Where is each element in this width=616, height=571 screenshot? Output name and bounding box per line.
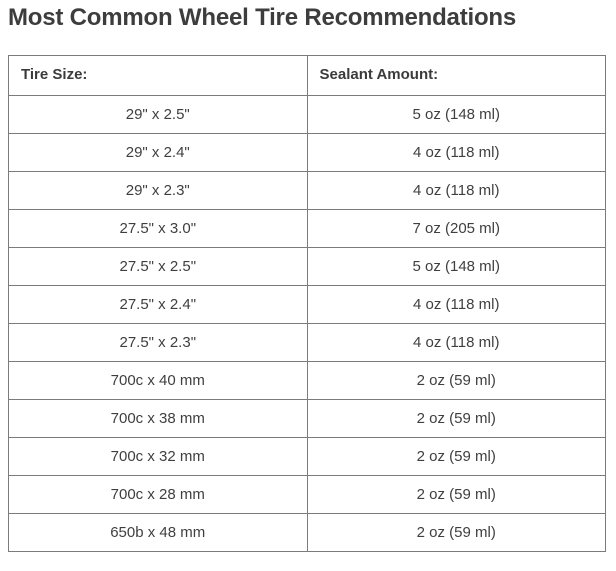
page-title: Most Common Wheel Tire Recommendations [8,4,517,31]
tire-size-cell: 700c x 28 mm [9,476,308,514]
sealant-amount-cell: 5 oz (148 ml) [307,96,606,134]
tire-size-cell: 29" x 2.5" [9,96,308,134]
column-header-sealant-amount: Sealant Amount: [307,56,606,96]
tire-size-cell: 27.5" x 2.4" [9,286,308,324]
tire-size-cell: 27.5" x 3.0" [9,210,308,248]
table-row [9,286,606,324]
table-header-row [9,56,606,96]
table-row [9,438,606,476]
tire-recommendations-table [8,55,606,552]
sealant-amount-cell: 4 oz (118 ml) [307,172,606,210]
sealant-amount-cell: 4 oz (118 ml) [307,324,606,362]
sealant-amount-cell: 2 oz (59 ml) [307,362,606,400]
sealant-amount-cell: 2 oz (59 ml) [307,514,606,552]
tire-size-cell: 700c x 38 mm [9,400,308,438]
table-row [9,362,606,400]
table-row [9,514,606,552]
tire-size-cell: 27.5" x 2.5" [9,248,308,286]
sealant-amount-cell: 2 oz (59 ml) [307,438,606,476]
table-row [9,172,606,210]
tire-size-cell: 700c x 40 mm [9,362,308,400]
sealant-amount-cell: 4 oz (118 ml) [307,286,606,324]
sealant-amount-cell: 5 oz (148 ml) [307,248,606,286]
tire-size-cell: 29" x 2.4" [9,134,308,172]
table-row [9,96,606,134]
tire-size-cell: 27.5" x 2.3" [9,324,308,362]
tire-size-cell: 29" x 2.3" [9,172,308,210]
column-header-tire-size: Tire Size: [9,56,308,96]
sealant-amount-cell: 2 oz (59 ml) [307,476,606,514]
sealant-amount-cell: 7 oz (205 ml) [307,210,606,248]
table-row [9,210,606,248]
table-row [9,400,606,438]
tire-size-cell: 650b x 48 mm [9,514,308,552]
tire-size-cell: 700c x 32 mm [9,438,308,476]
table-row [9,324,606,362]
table-row [9,134,606,172]
table-row [9,248,606,286]
table-row [9,476,606,514]
sealant-amount-cell: 4 oz (118 ml) [307,134,606,172]
sealant-amount-cell: 2 oz (59 ml) [307,400,606,438]
